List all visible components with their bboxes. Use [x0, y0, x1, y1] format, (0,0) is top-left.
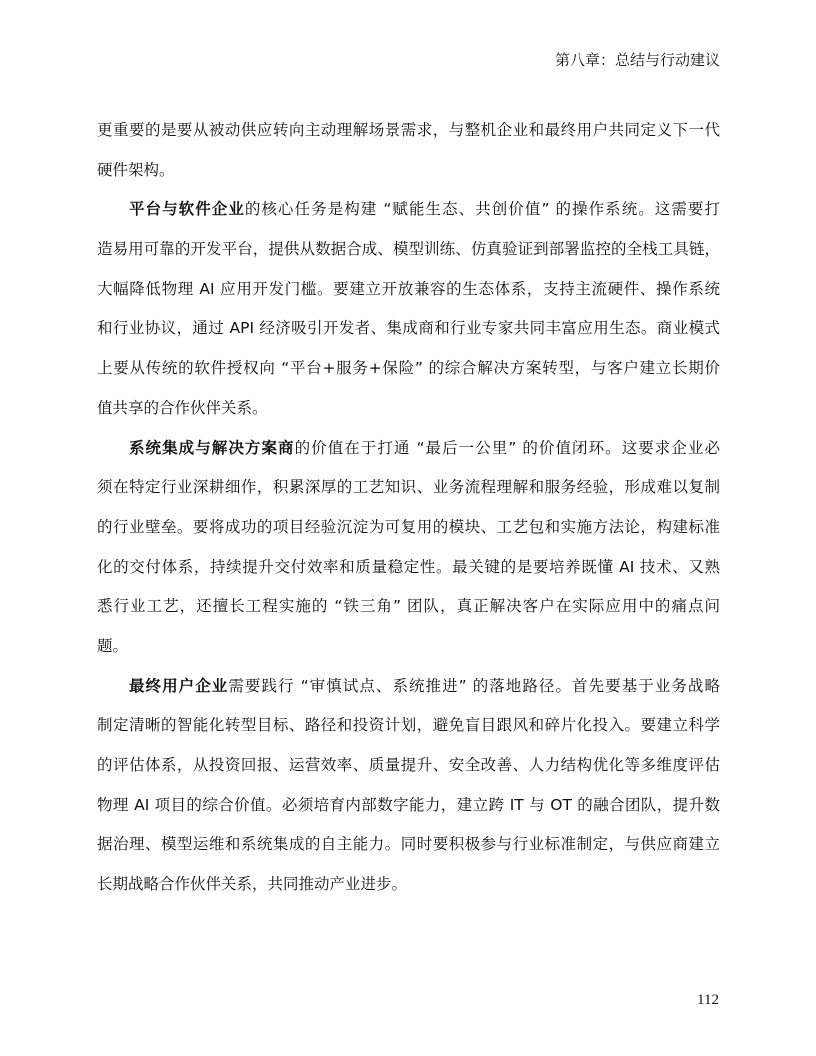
text-run: 的核心任务是构建 “赋能生态、共创价值” 的操作系统。这需要打 [244, 200, 720, 219]
paragraph-system-integrators [97, 429, 720, 667]
text-line: 化的交付体系，持续提升交付效率和质量稳定性。最关键的是要培养既懂 AI 技术、又熟 [97, 557, 720, 576]
text-line: 须在特定行业深耕细作，积累深厚的工艺知识、业务流程理解和服务经验，形成难以复制 [97, 478, 720, 497]
text-line: 题。 [97, 636, 129, 655]
text-line [97, 667, 720, 707]
text-line: 的行业壁垒。要将成功的项目经验沉淀为可复用的模块、工艺包和实施方法论，构建标准 [97, 517, 720, 536]
paragraph-lead: 最终用户企业 [129, 676, 229, 695]
text-line: 长期战略合作伙伴关系，共同推动产业进步。 [97, 875, 408, 894]
text-line [97, 190, 720, 230]
paragraph-lead: 系统集成与解决方案商 [129, 438, 295, 457]
paragraph-lead: 平台与软件企业 [129, 200, 245, 219]
page-number: 112 [697, 992, 719, 1008]
text-line: 物理 AI 项目的综合价值。必须培育内部数字能力，建立跨 IT 与 OT 的融合团队，提升数 [97, 795, 720, 814]
text-run: 的价值在于打通 “最后一公里” 的价值闭环。这要求企业必 [294, 438, 720, 457]
text-line: 大幅降低物理 AI 应用开发门槛。要建立开放兼容的生态体系，支持主流硬件、操作系统 [97, 279, 720, 298]
body-text [97, 111, 720, 905]
text-line: 上要从传统的软件授权向 “平台+服务+保险” 的综合解决方案转型，与客户建立长期价 [97, 359, 720, 378]
text-line: 值共享的合作伙伴关系。 [97, 398, 268, 417]
text-line: 制定清晰的智能化转型目标、路径和投资计划，避免盲目跟风和碎片化投入。要建立科学 [97, 716, 720, 735]
text-line: 硬件架构。 [97, 160, 175, 179]
text-run: 需要践行 “审慎试点、系统推进” 的落地路径。首先要基于业务战略 [228, 676, 720, 695]
chapter-header: 第八章：总结与行动建议 [554, 51, 720, 69]
text-line: 据治理、模型运维和系统集成的自主能力。同时要积极参与行业标准制定，与供应商建立 [97, 835, 720, 854]
text-line: 造易用可靠的开发平台，提供从数据合成、模型训练、仿真验证到部署监控的全栈工具链， [97, 240, 720, 259]
paragraph-platform-software [97, 190, 720, 428]
paragraph-hardware-continuation [97, 111, 720, 190]
text-line [97, 429, 720, 469]
text-line: 更重要的是要从被动供应转向主动理解场景需求，与整机企业和最终用户共同定义下一代 [97, 121, 720, 139]
text-line: 的评估体系，从投资回报、运营效率、质量提升、安全改善、人力结构优化等多维度评估 [97, 756, 720, 774]
text-line: 和行业协议，通过 API 经济吸引开发者、集成商和行业专家共同丰富应用生态。商业模式 [97, 319, 720, 338]
text-line: 悉行业工艺，还擅长工程实施的 “铁三角” 团队，真正解决客户在实际应用中的痛点问 [97, 597, 720, 616]
paragraph-end-users [97, 667, 720, 905]
